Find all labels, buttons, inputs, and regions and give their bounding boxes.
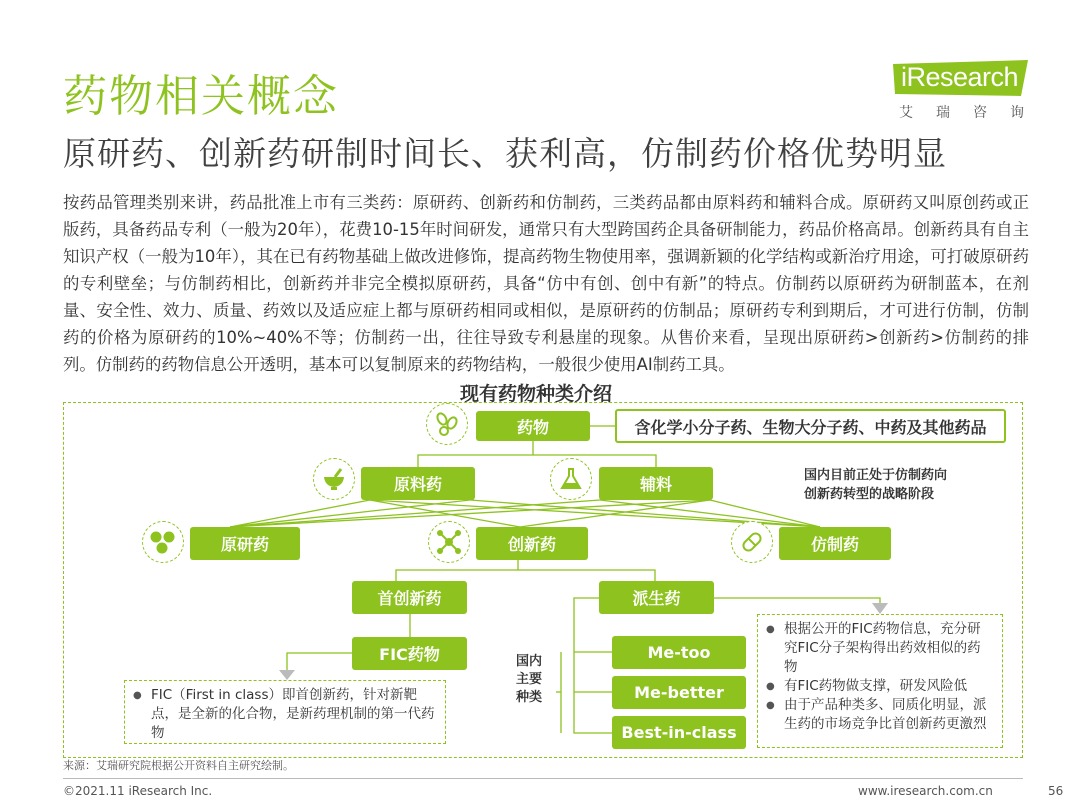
- node-best-in-class: Best-in-class: [612, 716, 746, 749]
- flask-icon: [550, 458, 592, 500]
- copyright: ©2021.11 iResearch Inc.: [63, 784, 213, 798]
- node-me-too: Me-too: [612, 636, 746, 669]
- node-first-in-class: 首创新药: [352, 581, 467, 614]
- node-excipient: 辅料: [599, 467, 713, 500]
- derivative-description-item: ● 根据公开的FIC药物信息，充分研究FIC分子架构得出药效相似的药物: [766, 620, 994, 677]
- capsule-icon: [731, 521, 773, 563]
- website-link[interactable]: www.iresearch.com.cn: [858, 784, 993, 798]
- logo-word: iResearch: [901, 62, 1019, 92]
- page-title: 药物相关概念: [63, 71, 339, 122]
- fic-description-item: ● FIC（First in class）即首创新药，针对新靶点，是全新的化合物，是新药理机制的第一代药物: [133, 686, 437, 743]
- diagram-title: 现有药物种类介绍: [460, 383, 613, 405]
- logo-subtitle: 艾瑞咨询: [899, 105, 1047, 121]
- domestic-label: [516, 653, 542, 707]
- derivative-description-box: [757, 614, 1003, 748]
- node-drug-description: 含化学小分子药、生物大分子药、中药及其他药品: [615, 409, 1006, 443]
- source-note: 来源：艾瑞研究院根据公开资料自主研究绘制。: [63, 759, 294, 772]
- domestic-label-line-3: 种类: [516, 690, 543, 705]
- node-generic-drug: 仿制药: [779, 527, 891, 560]
- strategy-note-line-2: 创新药转型的战略阶段: [804, 487, 935, 502]
- tablets-icon: [142, 521, 184, 563]
- node-derivative: 派生药: [599, 581, 714, 614]
- domestic-label-line-1: 国内: [516, 654, 543, 669]
- page-subtitle: 原研药、创新药研制时间长、获利高，仿制药价格优势明显: [63, 134, 947, 173]
- node-innovative-drug: 创新药: [476, 527, 588, 560]
- node-drug: 药物: [476, 411, 590, 441]
- strategy-note-line-1: 国内目前正处于仿制药向: [804, 468, 948, 483]
- node-original-drug: 原研药: [190, 527, 300, 560]
- mortar-icon: [313, 458, 355, 500]
- fic-description-box: [124, 680, 446, 744]
- node-fic: FIC药物: [352, 637, 467, 670]
- node-api: 原料药: [361, 467, 475, 500]
- pills-icon: [426, 403, 468, 445]
- derivative-description-item: ● 由于产品种类多、同质化明显，派生药的市场竞争比首创新药更激烈: [766, 696, 994, 734]
- molecule-icon: [428, 521, 470, 563]
- page-number: 56: [1048, 784, 1064, 798]
- intro-paragraph: 按药品管理类别来讲，药品批准上市有三类药：原研药、创新药和仿制药，三类药品都由原料药和辅料合成。原研药又叫原创药或正版药，具备药品专利（一般为20年），花费10-15年时间研发，通常只有大型跨国药企具备研制能力，药品价格高昂。创新药具有自主知识产权（一般为10年），其在已有药物基础上做改进修饰，提高药物生物使用率，强调新颖的化学结构或新治疗用途，可打破原研药的专利壁垒；与仿制药相比，创新药并非完全模拟原研药，具备“仿中有创、创中有新”的特点。仿制药以原研药为研制蓝本，在剂量、安全性、效力、质量、药效以及适应症上都与原研药相同或相似，是原研药的仿制品；原研药专利到期后，才可进行仿制，仿制药的价格为原研药的10%~40%不等；仿制药一出，往往导致专利悬崖的现象。从售价来看，呈现出原研药>创新药>仿制药的排列。仿制药的药物信息公开透明，基本可以复制原来的药物结构，一般很少使用AI制药工具。: [63, 193, 1029, 374]
- derivative-description-item: ● 有FIC药物做支撑，研发风险低: [766, 677, 994, 696]
- footer-divider: [63, 778, 1023, 779]
- strategy-note: [804, 466, 947, 504]
- domestic-label-line-2: 主要: [516, 672, 543, 687]
- node-me-better: Me-better: [612, 676, 746, 709]
